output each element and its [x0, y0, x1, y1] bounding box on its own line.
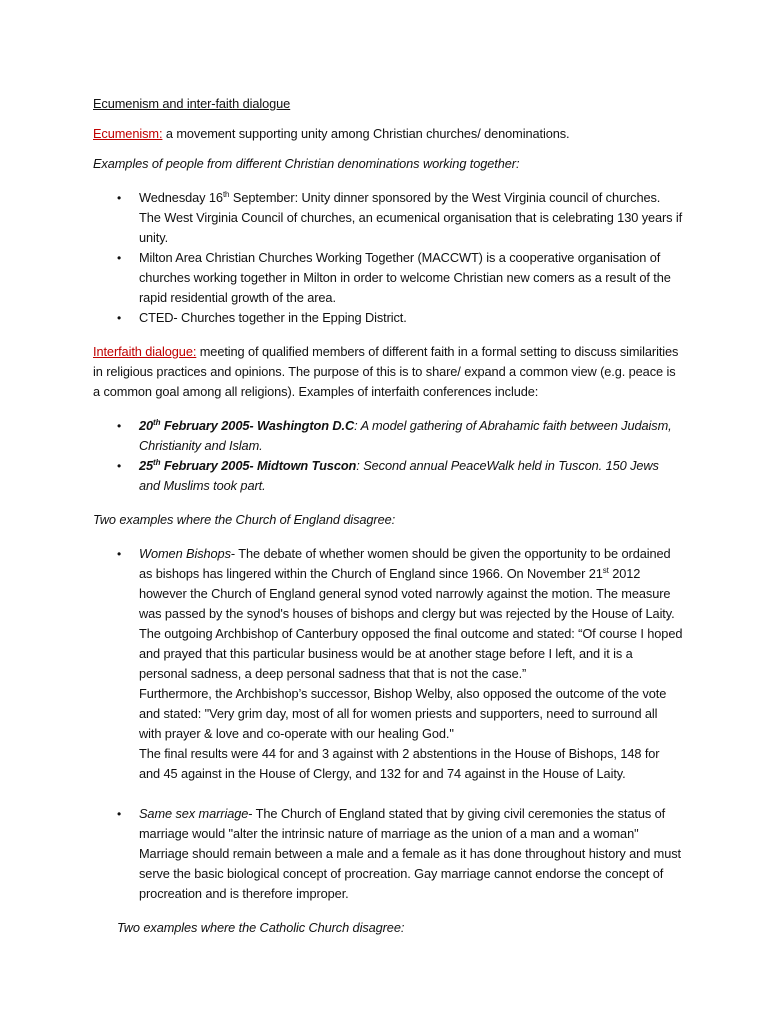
women-bishops-label: Women Bishops — [139, 546, 231, 561]
final-results: The final results were 44 for and 3 against with 2 abstentions in the House of Bishops, 148 for and 45 against in the House of Clergy, and 132 for and 74 against in the House of Laity. — [139, 746, 660, 781]
list-item: • Wednesday 16th September: Unity dinner sponsored by the West Virginia council of churches. The West Virginia Council of churches, an ecumenical organisation that is celebrating 130 years if unity. — [117, 190, 683, 245]
welby-quote: Furthermore, the Archbishop’s successor, Bishop Welby, also opposed the outcome of the vote and stated: "Very grim day, most of all for women priests and supporters, need to surround all with prayer & love and co-operate with our healing God." — [139, 686, 667, 741]
list-item: • Same sex marriage- The Church of England stated that by giving civil ceremonies the status of marriage would "alter the intrinsic nature of marriage as the union of a man and a woman" Marriage should remain between a male and a female as it has done throughout history and must serve the basic biological concept of procreation. Gay marriage cannot endorse the concept of procreation and is therefore improper. — [117, 806, 681, 901]
interfaith-text: meeting of qualified members of different faith in a formal setting to discuss similarities in religious practices and opinions. The purpose of this is to share/ expand a common view (e.g. peace is a common goal among all religions). Examples of interfaith conferences include: — [93, 344, 679, 399]
list-item: • 25th February 2005- Midtown Tuscon: Second annual PeaceWalk held in Tuscon. 150 Jews and Muslims took part. — [117, 458, 659, 493]
ecumenism-term: Ecumenism: — [93, 126, 163, 141]
bullet-icon: • — [117, 807, 122, 821]
interfaith-definition — [93, 342, 683, 402]
coe-heading: Two examples where the Church of England disagree: — [93, 512, 396, 527]
interfaith-term: Interfaith dialogue: — [93, 344, 197, 359]
archbishop-quote: The outgoing Archbishop of Canterbury opposed the final outcome and stated: “Of course I hoped and prayed that this particular business would be at another stage before I left, and it is a personal sadness, a deep personal sadness that that is not the case.” — [139, 626, 683, 681]
same-sex-label: Same sex marriage — [139, 806, 249, 821]
document-body — [93, 94, 683, 938]
bullet-icon: • — [117, 311, 122, 325]
interfaith-examples-list — [93, 416, 683, 496]
list-item: • CTED- Churches together in the Epping District. — [93, 308, 683, 328]
ecumenism-text: a movement supporting unity among Christian churches/ denominations. — [162, 126, 570, 141]
list-item: • Milton Area Christian Churches Working Together (MACCWT) is a cooperative organisation of churches working together in Milton in order to welcome Christian new comers as a result of the rapid residential growth of the area. — [117, 250, 671, 305]
bullet-icon: • — [117, 251, 122, 265]
bullet-icon: • — [117, 419, 122, 433]
bullet-icon: • — [117, 459, 122, 473]
bullet-icon: • — [117, 191, 122, 205]
examples-intro: Examples of people from different Christian denominations working together: — [93, 156, 520, 171]
list-item: • 20th February 2005- Washington D.C: A model gathering of Abrahamic faith between Judaism, Christianity and Islam. — [117, 418, 672, 453]
page-title: Ecumenism and inter-faith dialogue — [93, 96, 291, 111]
ecumenical-examples-list — [93, 188, 683, 328]
bullet-icon: • — [117, 547, 122, 561]
coe-examples-list — [93, 544, 683, 904]
ecumenism-definition — [93, 124, 683, 144]
catholic-heading: Two examples where the Catholic Church disagree: — [117, 920, 405, 935]
list-item: • Women Bishops- The debate of whether women should be given the opportunity to be ordained as bishops has lingered within the Church of England since 1966. On November 21st 2012 however the Church of England general synod voted narrowly against the motion. The measure was passed by the synod's houses of bishops and clergy but was rejected by the House of Laity. The outgoing Archbishop of Canterbury opposed the final outcome and stated: “Of course I hoped and prayed that this particular business would be at another stage before I left, and it is a personal sadness, a deep personal sadness that that is not the case.” Furthermore, the Archbishop’s successor, Bishop Welby, also opposed the outcome of the vote and stated: "Very grim day, most of all for women priests and supporters, need to surround all with prayer & love and co-operate with our healing God." The final results were 44 for and 3 against with 2 abstentions in the House of Bishops, 148 for and 45 against in the House of Clergy, and 132 for and 74 against in the House of Laity. — [93, 544, 683, 784]
